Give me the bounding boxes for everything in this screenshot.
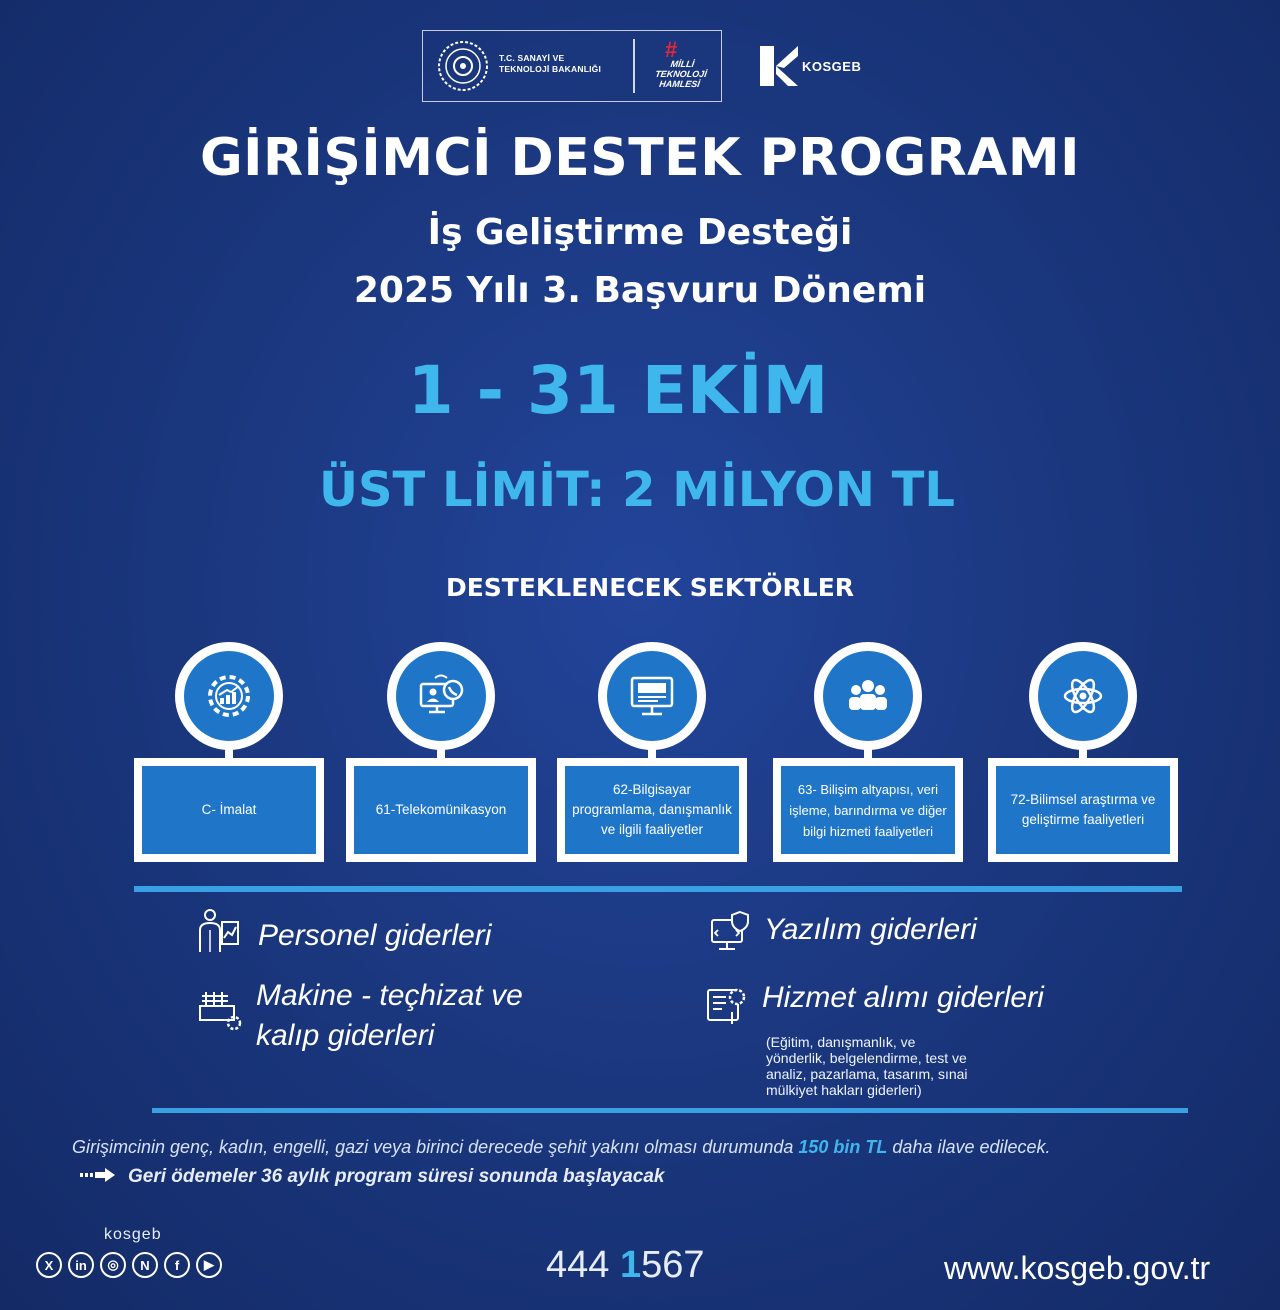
section-divider-bottom [152, 1108, 1188, 1113]
phone-mid: 1 [619, 1244, 642, 1286]
sector-icon-circle [598, 642, 706, 750]
expense-machine-line2: kalıp giderleri [256, 1019, 435, 1052]
youtube-icon[interactable]: ▶ [196, 1252, 222, 1278]
service-note-line4: mülkiyet hakları giderleri) [766, 1082, 922, 1098]
manufacturing-gear-icon [201, 668, 257, 724]
bonus-note [72, 1137, 1051, 1158]
personnel-icon [196, 908, 242, 954]
sector-box [557, 758, 747, 862]
telecommunication-icon [413, 668, 469, 724]
phone-start: 444 [546, 1244, 610, 1286]
sector-box [346, 758, 536, 862]
repayment-line [80, 1166, 664, 1188]
ministry-line1: T.C. SANAYİ VE [499, 53, 565, 63]
phone-end: 567 [641, 1244, 705, 1286]
sector-card-programming [557, 642, 747, 882]
sector-icon-circle [814, 642, 922, 750]
bonus-note-prefix: Girişimcinin genç, kadın, engelli, gazi veya birinci derecede şehit yakını olması durumunda [72, 1137, 794, 1157]
sector-label: 72-Bilimsel araştırma ve geliştirme faaliyetleri [996, 766, 1170, 854]
sector-icon-circle [1029, 642, 1137, 750]
expense-personnel: Personel giderleri [258, 919, 492, 952]
nsosyal-icon[interactable]: N [132, 1252, 158, 1278]
sector-box [773, 758, 963, 862]
bonus-amount: 150 bin TL [798, 1137, 888, 1157]
sector-box [134, 758, 324, 862]
sector-label: 61-Telekomünikasyon [354, 766, 528, 854]
sector-icon-circle [387, 642, 495, 750]
sector-card-manufacturing [134, 642, 324, 882]
linkedin-icon[interactable]: in [68, 1252, 94, 1278]
service-note-line3: analiz, pazarlama, tasarım, sınai [766, 1066, 968, 1082]
software-icon [708, 908, 754, 954]
sector-card-it-infrastructure [773, 642, 963, 882]
expense-software: Yazılım giderleri [764, 913, 977, 946]
service-note-line2: yönderlik, belgelendirme, test ve [766, 1050, 967, 1066]
service-note [766, 1034, 968, 1098]
section-divider-top [134, 886, 1182, 892]
machine-equipment-icon [196, 986, 242, 1032]
bonus-note-suffix: daha ilave edilecek. [892, 1137, 1051, 1157]
sectors-heading: DESTEKLENECEK SEKTÖRLER [445, 573, 855, 602]
service-note-line1: (Eğitim, danışmanlık, ve [766, 1034, 916, 1050]
sector-box [988, 758, 1178, 862]
ministry-line2: TEKNOLOJİ BAKANLIĞI [499, 64, 602, 74]
application-dates: 1 - 31 EKİM [407, 352, 829, 429]
ministry-name [499, 53, 601, 75]
milli-line1: MİLLİ [669, 59, 695, 69]
computer-icon [624, 668, 680, 724]
expense-machine-line1: Makine - teçhizat ve [256, 979, 523, 1012]
website-link[interactable]: www.kosgeb.gov.tr [944, 1250, 1211, 1286]
subtitle-support: İş Geliştirme Desteği [427, 212, 853, 253]
x-icon[interactable]: X [36, 1252, 62, 1278]
ministry-emblem-icon [437, 40, 489, 92]
sector-icon-circle [175, 642, 283, 750]
sector-card-research [988, 642, 1178, 882]
logo-divider [633, 39, 635, 93]
instagram-icon[interactable]: ◎ [100, 1252, 126, 1278]
social-handle: kosgeb [104, 1226, 162, 1243]
people-icon [840, 668, 896, 724]
kosgeb-logo [758, 44, 888, 90]
milli-hash: # [665, 37, 678, 62]
upper-limit: ÜST LİMİT: 2 MİLYON TL [319, 462, 955, 518]
milli-teknoloji-logo [645, 37, 711, 97]
kosgeb-mark-icon [758, 44, 800, 88]
milli-line2: TEKNOLOJİ [654, 69, 708, 79]
subtitle-period: 2025 Yılı 3. Başvuru Dönemi [353, 270, 927, 311]
sector-label: 63- Bilişim altyapısı, veri işleme, barındırma ve diğer bilgi hizmeti faaliyetleri [781, 766, 955, 854]
arrow-right-icon [80, 1168, 116, 1182]
ministry-logo-box [422, 30, 722, 102]
expense-service: Hizmet alımı giderleri [762, 981, 1044, 1014]
phone-number[interactable] [546, 1244, 705, 1287]
facebook-icon[interactable]: f [164, 1252, 190, 1278]
social-icons [36, 1252, 222, 1278]
atom-icon [1055, 668, 1111, 724]
service-procurement-icon [704, 982, 750, 1028]
page-title: GİRİŞİMCİ DESTEK PROGRAMI [199, 128, 1081, 188]
sector-label: 62-Bilgisayar programlama, danışmanlık ve ilgili faaliyetler [565, 766, 739, 854]
sector-card-telecom [346, 642, 536, 882]
sector-label: C- İmalat [142, 766, 316, 854]
milli-line3: HAMLESİ [658, 79, 701, 89]
kosgeb-wordmark: KOSGEB [802, 59, 862, 74]
milli-text [647, 59, 715, 89]
repayment-note: Geri ödemeler 36 aylık program süresi sonunda başlayacak [128, 1166, 665, 1187]
